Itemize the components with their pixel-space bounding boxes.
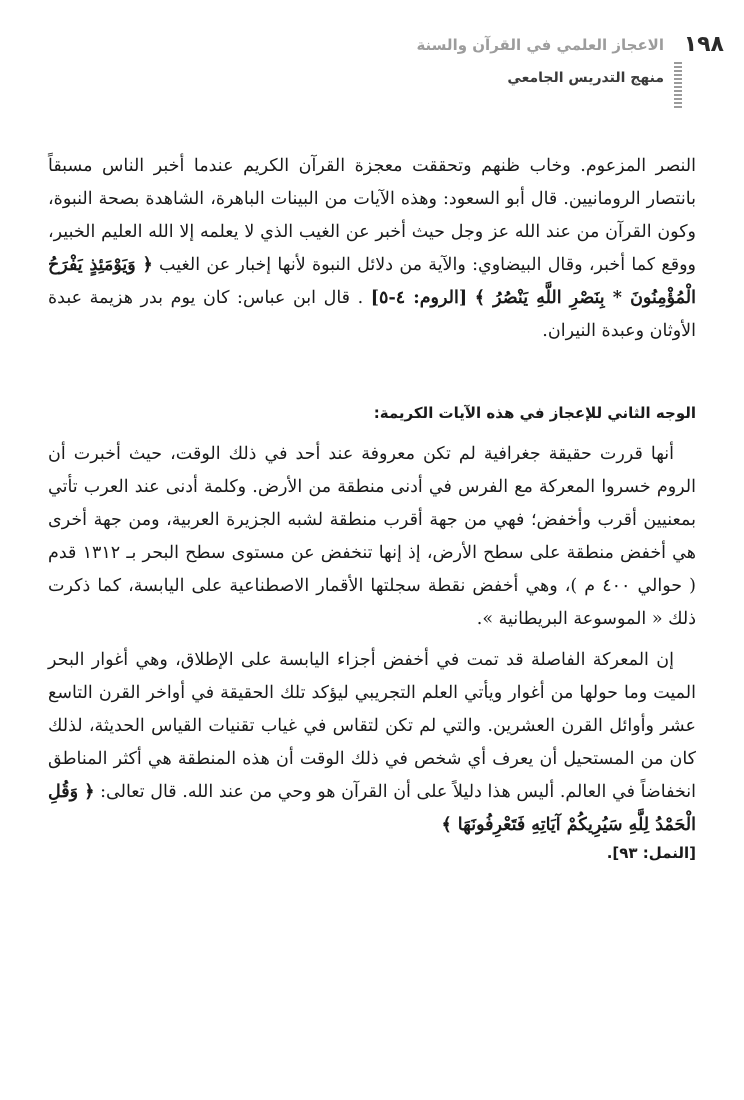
section-heading: الوجه الثاني للإعجاز في هذه الآيات الكريمة: bbox=[373, 404, 696, 422]
page-body bbox=[48, 150, 696, 862]
verse-reference-naml: [النمل: ٩٣]. bbox=[606, 844, 696, 862]
running-book-title: الاعجاز العلمي في القرآن والسنة bbox=[416, 36, 664, 54]
header-decorative-bar bbox=[674, 62, 682, 108]
quran-verse-rum: ﴿ وَيَوْمَئِذٍ يَفْرَحُ الْمُؤْمِنُونَ * بِنَصْرِ اللَّهِ يَنْصُرُ ﴾ bbox=[48, 255, 696, 308]
paragraph-3 bbox=[48, 644, 696, 842]
page-header bbox=[0, 22, 744, 112]
verse-reference-rum: [الروم: ٤-٥] bbox=[370, 288, 468, 308]
paragraph-1-text-end: . قال ابن عباس: كان يوم بدر هزيمة عبدة الأوثان وعبدة النيران. bbox=[48, 288, 696, 341]
page-number: ١٩٨ bbox=[683, 32, 724, 57]
paragraph-1-text: النصر المزعوم. وخاب ظنهم وتحققت معجزة القرآن الكريم عندما أخبر الناس مسبقاً بانتصار الرومانيين. قال أبو السعود: وهذه الآيات من البينات الباهرة، الشاهدة بصحة النبوة، وكون القرآن من عند الله عز وجل حيث أخبر عن الغيب الذي لا يعلمه إلا الله العليم الخبير، ووقع كما أخبر، وقال البيضاوي: والآية من دلائل النبوة لأنها إخبار عن الغيب bbox=[48, 156, 696, 275]
paragraph-1 bbox=[48, 150, 696, 348]
running-chapter-title: منهج التدريس الجامعي bbox=[507, 70, 664, 86]
paragraph-2: أنها قررت حقيقة جغرافية لم تكن معروفة عند أحد في ذلك الوقت، حيث أخبرت أن الروم خسروا المعركة مع الفرس في أدنى منطقة من الأرض. وكلمة أدنى عند العرب تأتي بمعنيين أقرب وأخفض؛ فهي من جهة أقرب منطقة لشبه الجزيرة العربية، ومن جهة أخرى هي أخفض منطقة على سطح الأرض، إذ إنها تنخفض عن مستوى سطح البحر بـ ١٣١٢ قدم ( حوالي ٤٠٠ م )، وهي أخفض نقطة سجلتها الأقمار الاصطناعية على اليابسة، كما ذكرت ذلك « الموسوعة البريطانية ». bbox=[48, 444, 696, 629]
quran-verse-naml: ﴿ وَقُلِ الْحَمْدُ لِلَّهِ سَيُرِيكُمْ آيَاتِهِ فَتَعْرِفُونَهَا ﴾ bbox=[48, 782, 696, 835]
paragraph-3-text: إن المعركة الفاصلة قد تمت في أخفض أجزاء اليابسة على الإطلاق، وهي أغوار البحر الميت وما حولها من أغوار ويأتي العلم التجريبي ليؤكد تلك الحقيقة في أواخر القرن التاسع عشر وأوائل القرن العشرين. والتي لم تكن لتقاس في غياب تقنيات القياس الحديثة، لذلك كان من المستحيل أن يعرف أي شخص في ذلك الوقت أن هذه المنطقة هي أكثر المناطق انخفاضاً في العالم. أليس هذا دليلاً على أن القرآن هو وحي من عند الله. قال تعالى: bbox=[48, 650, 696, 802]
